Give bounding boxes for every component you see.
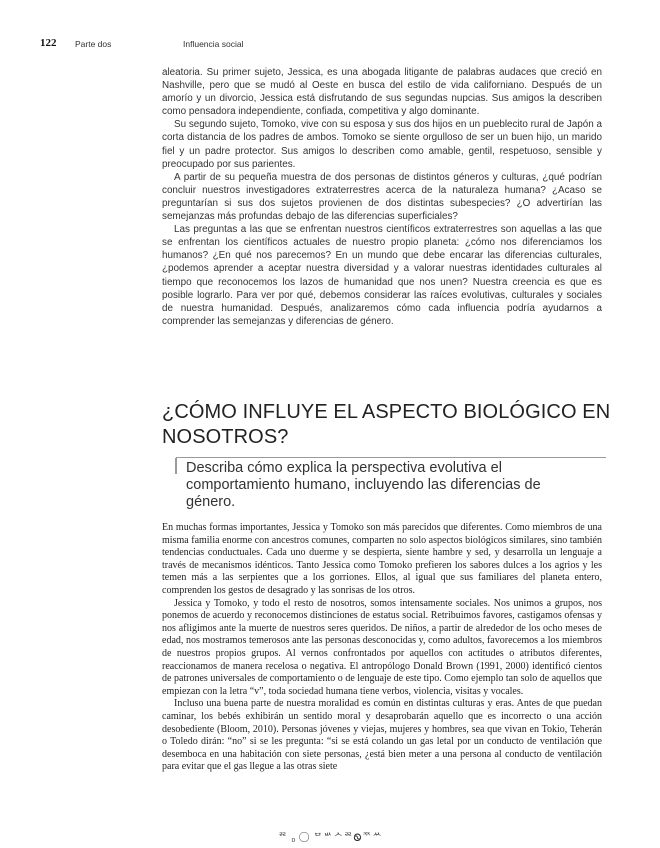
learning-objective (176, 457, 606, 511)
intro-paragraph: A partir de su pequeña muestra de dos personas de distintos géneros y culturas, ¿qué podrían concluir nuestros investigadores extraterrestres acerca de la naturaleza humana? ¿Acaso se preguntarían si sus dos sujetos provienen de dos distintas subespecies? ¿O advertirían las semejanzas más profundas debajo de las diferencias superficiales? (162, 171, 602, 223)
body-paragraph: Jessica y Tomoko, y todo el resto de nosotros, somos intensamente sociales. Nos unimos a grupos, nos ponemos de acuerdo y reconocemos distinciones de estatus social. Retribuimos favores, castigamos ofensas y nos afligimos ante la muerte de nuestros seres queridos. De niños, a partir de alrededor de los ocho meses de edad, nos mostramos temerosos ante las personas desconocidas y, como adultos, favorecemos a los miembros de nuestros propios grupos. Al vernos confrontados por aquellos con actitudes o atributos diferentes, reaccionamos de manera recelosa o negativa. El antropólogo Donald Brown (1991, 2000) identificó cientos de patrones universales de comportamiento o de lenguaje de este tipo. Como ejemplo tan solo de aquellos que empiezan con la letra “v”, toda sociedad humana tiene verbos, violencia, visitas y vocales. (162, 597, 602, 697)
body-text (162, 522, 602, 774)
objective-bar (175, 458, 177, 474)
chapter-label: Influencia social (183, 39, 244, 49)
page-number: 122 (40, 37, 57, 49)
part-label: Parte dos (75, 39, 112, 49)
body-paragraph: En muchas formas importantes, Jessica y Tomoko son más parecidos que diferentes. Como miembros de una misma familia enorme con ancestros comunes, comparten no solo aspectos biológicos similares, sino también tendencias conductuales. Cada uno duerme y se despierta, siente hambre y sed, y desarrolla un lenguaje a través de mecanismos idénticos. Tanto Jessica como Tomoko prefieren los sabores dulces a los agrios y les temen más a las serpientes que a los gorriones. Ellos, al igual que sus familiares del planeta entero, comprenden los gestos de desagrado y las sonrisas de los otros. (162, 522, 602, 596)
running-head (0, 37, 660, 51)
objective-text: Describa cómo explica la perspectiva evolutiva el comportamiento humano, incluyendo las diferencias de género. (186, 460, 541, 510)
section-title: ¿CÓMO INFLUYE EL ASPECTO BIOLÓGICO EN NOSOTROS? (162, 401, 611, 448)
intro-paragraph: Su segundo sujeto, Tomoko, vive con su esposa y sus dos hijos en un pueblecito rural de Japón a corta distancia de los padres de ambos. Tomoko se siente orgulloso de ser un buen hijo, un marido fiel y un padre protector. Sus amigos lo describen como amable, gentil, respetuoso, sensible y preocupado por sus parientes. (162, 119, 603, 170)
intro-text (162, 66, 602, 328)
intro-paragraph: Las preguntas a las que se enfrentan nuestros científicos extraterrestres son aquellas a las que se enfrentan los científicos actuales de nuestro propio planeta: ¿cómo nos diferenciamos los humanos? ¿En qué nos parecemos? En un mundo que debe encarar las diferencias culturales, ¿podemos aprender a aceptar nuestra diversidad y a valorar nuestras identidades culturales al tiempo que reconocemos los lazos de humanidad que nos unen? Nuestra creencia es que es posible lograrlo. Para ver por qué, debemos considerar las raíces evolutivas, culturales y sociales de nuestra humanidad. Después, analizaremos cómo cada influencia podría ayudarnos a comprender las semejanzas y diferencias de género. (162, 224, 602, 327)
intro-paragraph: aleatoria. Su primer sujeto, Jessica, es una abogada litigante de palabras audaces que creció en Nashville, pero que se mudó al Oeste en busca del estilo de vida californiano. Después de un amorío y un divorcio, Jessica está disfrutando de sus segundas nupcias. Sus amigos la describen como pensadora independiente, confiada, competitiva y algo dominante. (162, 67, 602, 118)
footer-mark: ᄙ ₀ ◯ ᄆᄡᄉᄙᏫᅑᄊ (277, 833, 383, 844)
body-paragraph: Incluso una buena parte de nuestra moralidad es común en distintas culturas y eras. Antes de que puedan caminar, los bebés exhibirán un sentido moral y desaprobarán aquello que es incorrecto o una acción desobediente (Bloom, 2010). Personas jóvenes y viejas, mujeres y hombres, sea que vivan en Tokio, Teherán o Toledo dirán: “no” si se les pregunta: “si se está colando un gas letal por un conducto de ventilación que desemboca en una habitación con siete personas, ¿está bien meter a una persona al conducto de ventilación para evitar que el gas llegue a las otras siete (162, 698, 602, 773)
